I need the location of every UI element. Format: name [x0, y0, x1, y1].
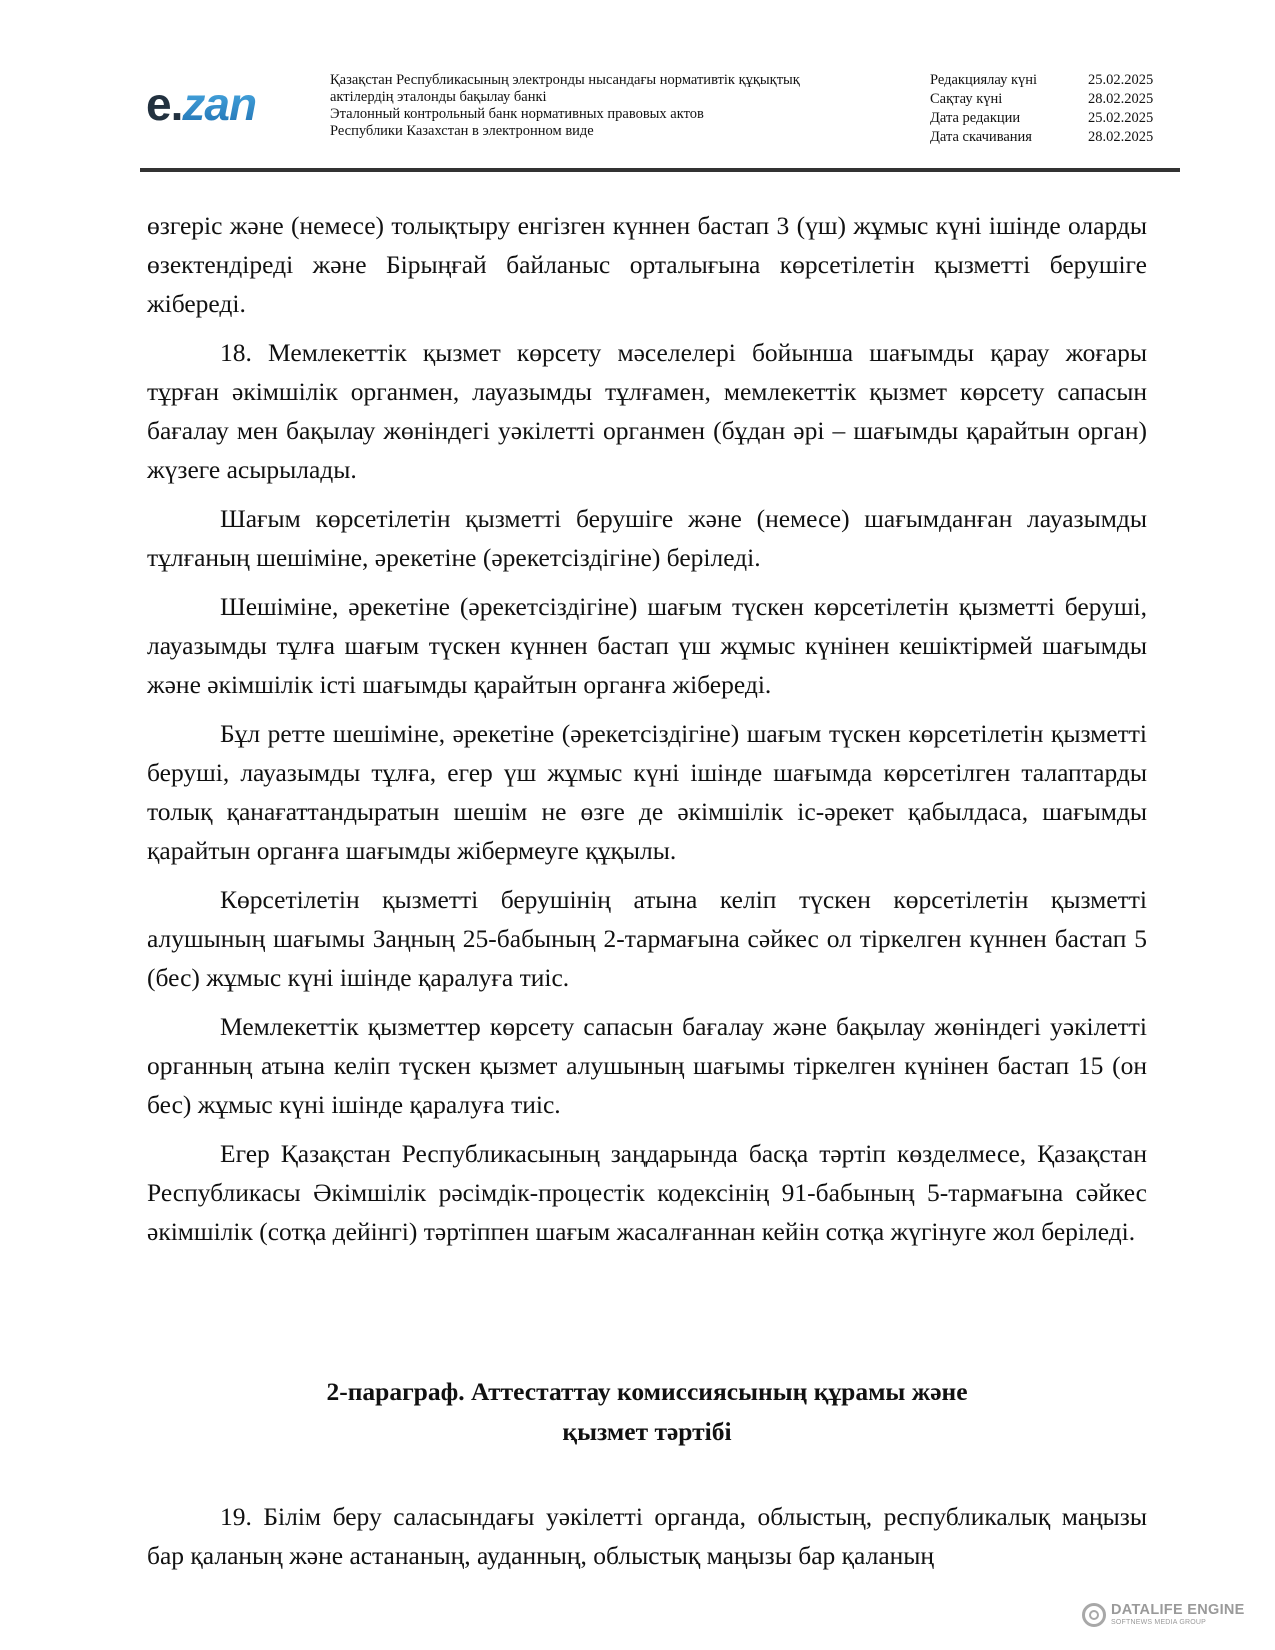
- paragraph: Мемлекеттік қызметтер көрсету сапасын бағалау және бақылау жөніндегі уәкілетті органның атына келіп түскен қызмет алушының шағымы тіркелген күнінен бастап 15 (он бес) жұмыс күні ішінде қаралуға тиіс.: [147, 1012, 1147, 1119]
- header-divider: [140, 168, 1180, 172]
- meta-row: [930, 90, 1180, 109]
- logo-dot: .: [170, 78, 183, 130]
- paragraph: Шағым көрсетілетін қызметті берушіге және (немесе) шағымданған лауазымды тұлғаның шешіміне, әрекетіне (әрекетсіздігіне) беріледі.: [147, 504, 1147, 572]
- logo-zan: zan: [182, 78, 257, 130]
- meta-row: [930, 109, 1180, 128]
- datalife-logo-icon: [1082, 1603, 1106, 1627]
- header-title-line: Қазақстан Республикасының электронды нысандағы нормативтік құқықтық: [330, 72, 800, 88]
- header-title-line: Республики Казахстан в электронном виде: [330, 123, 594, 139]
- logo-e: e: [146, 78, 171, 130]
- meta-label: Дата скачивания: [930, 129, 1032, 145]
- meta-value: 28.02.2025: [1088, 129, 1154, 145]
- paragraph: Егер Қазақстан Республикасының заңдарында басқа тәртіп көзделмесе, Қазақстан Республикасы Әкімшілік рәсімдік-процестік кодексінің 91-бабының 5-тармағына сәйкес әкімшілік (сотқа дейінгі) тәртіппен шағым жасалғаннан кейін сотқа жүгінуге жол беріледі.: [147, 1139, 1147, 1246]
- meta-label: Дата редакции: [930, 110, 1021, 126]
- paragraph: Шешіміне, әрекетіне (әрекетсіздігіне) шағым түскен көрсетілетін қызметті беруші, лауазымды тұлға шағым түскен күннен бастап үш жұмыс күнінен кешіктірмей шағымды және әкімшілік істі шағымды қарайтын органға жібереді.: [147, 592, 1147, 699]
- header-title-line: Эталонный контрольный банк нормативных правовых актов: [330, 106, 704, 122]
- ezan-logo: [146, 74, 286, 134]
- paragraph: Бұл ретте шешіміне, әрекетіне (әрекетсіздігіне) шағым түскен көрсетілетін қызметті беруші, лауазымды тұлға, егер үш жұмыс күні ішінде шағымда көрсетілген талаптарды толық қанағаттандыратын шешім не өзге де әкімшілік іс-әрекет қабылдаса, шағымды қарайтын органға шағымды жібермеуге құқылы.: [147, 719, 1147, 865]
- meta-label: Редакциялау күні: [930, 72, 1038, 88]
- meta-value: 28.02.2025: [1088, 91, 1154, 107]
- datalife-watermark: [1082, 1600, 1245, 1630]
- watermark-subtitle: SOFTNEWS MEDIA GROUP: [1111, 1619, 1207, 1626]
- section-heading: [147, 1372, 1147, 1452]
- paragraph: 18. Мемлекеттік қызмет көрсету мәселелері бойынша шағымды қарау жоғары тұрған әкімшілік органмен, лауазымды тұлғамен, мемлекеттік қызмет көрсету сапасын бағалау мен бақылау жөніндегі уәкілетті органмен (бұдан әрі – шағымды қарайтын орган) жүзеге асырылады.: [147, 338, 1147, 484]
- header-meta: [930, 71, 1180, 147]
- header-title-line: актілердің эталонды бақылау банкі: [330, 89, 547, 105]
- paragraph: 19. Білім беру саласындағы уәкілетті органда, облыстың, республикалық маңызы бар қаланың және астананың, ауданның, облыстық маңызы бар қаланың: [147, 1502, 1147, 1570]
- meta-value: 25.02.2025: [1088, 72, 1154, 88]
- paragraph-19-container: [147, 1497, 1147, 1575]
- section-heading-line: қызмет тәртібі: [562, 1417, 732, 1446]
- meta-row: [930, 128, 1180, 147]
- section-heading-line: 2-параграф. Аттестаттау комиссиясының құрамы және: [326, 1377, 968, 1406]
- watermark-title: DATALIFE ENGINE: [1111, 1602, 1245, 1618]
- paragraph: өзгеріс және (немесе) толықтыру енгізген күннен бастап 3 (үш) жұмыс күні ішінде оларды өзектендіреді және Бірыңғай байланыс орталығына көрсетілетін қызметті берушіге жібереді.: [147, 211, 1147, 318]
- meta-label: Сақтау күні: [930, 91, 1003, 107]
- meta-value: 25.02.2025: [1088, 110, 1154, 126]
- header-title: [330, 72, 890, 140]
- paragraph: Көрсетілетін қызметті берушінің атына келіп түскен көрсетілетін қызметті алушының шағымы Заңның 25-бабының 2-тармағына сәйкес ол тіркелген күннен бастап 5 (бес) жұмыс күні ішінде қаралуға тиіс.: [147, 885, 1147, 992]
- meta-row: [930, 71, 1180, 90]
- document-body: [147, 206, 1147, 1261]
